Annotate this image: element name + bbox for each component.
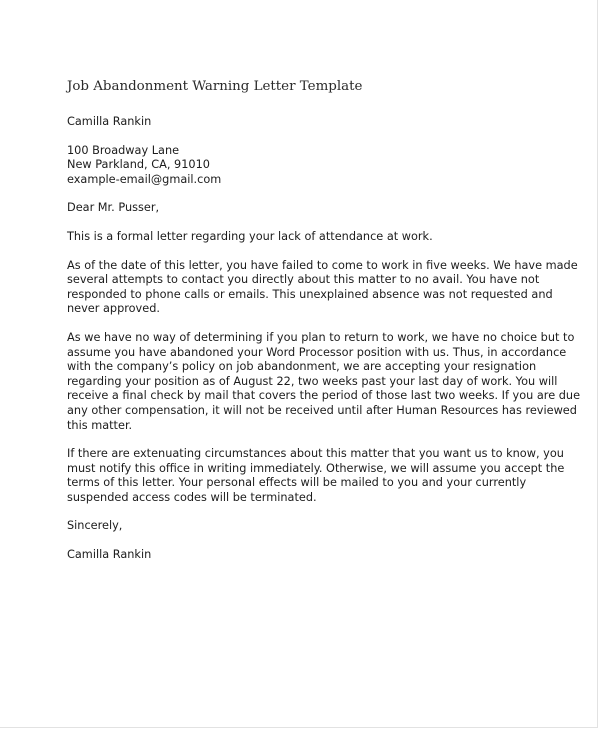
paragraph-absence: [67, 258, 578, 317]
paragraph-line: responded to phone calls or emails. This unexplained absence was not requested and: [67, 287, 553, 301]
paragraph-intro: [67, 230, 552, 245]
document-title: Job Abandonment Warning Letter Template: [67, 79, 363, 94]
paragraph-line: any other compensation, it will not be received until after Human Resources has reviewed: [67, 403, 577, 417]
signature-block: [67, 548, 552, 563]
paragraph-circumstances: [67, 447, 565, 505]
address-line-2: New Parkland, CA, 91010: [67, 158, 210, 172]
closing: Sincerely,: [67, 519, 123, 533]
paragraph-line: with the company’s policy on job abandonment, we are accepting your resignation: [67, 360, 537, 374]
paragraph-line: As of the date of this letter, you have failed to come to work in five weeks. We have made: [67, 258, 578, 272]
paragraph-line: suspended access codes will be terminated.: [67, 490, 317, 504]
sender-name-block: [67, 115, 552, 130]
paragraph-line: never approved.: [67, 302, 160, 316]
sender-email: example-email@gmail.com: [67, 172, 222, 186]
paragraph-line: this matter.: [67, 418, 133, 432]
salutation-block: [67, 201, 552, 216]
closing-block: [67, 519, 552, 534]
paragraph-line: This is a formal letter regarding your lack of attendance at work.: [67, 229, 433, 243]
paragraph-line: regarding your position as of August 22, two weeks past your last day of work. You will: [67, 374, 558, 388]
paragraph-line: assume you have abandoned your Word Processor position with us. Thus, in accordance: [67, 345, 567, 359]
letter-body: [67, 78, 581, 577]
paragraph-line: receive a final check by mail that covers the period of those last two weeks. If you are due: [67, 389, 581, 403]
sender-name: Camilla Rankin: [67, 115, 152, 128]
paragraph-line: terms of this letter. Your personal effects will be mailed to you and your currently: [67, 476, 527, 490]
address-line-1: 100 Broadway Lane: [67, 143, 180, 157]
paragraph-line: As we have no way of determining if you plan to return to work, we have no choice but to: [67, 330, 575, 344]
sender-address-block: [67, 144, 552, 188]
paragraph-line: several attempts to contact you directly about this matter to no avail. You have not: [67, 273, 540, 287]
paragraph-line: If there are extenuating circumstances about this matter that you want us to know, you: [67, 447, 564, 461]
paragraph-line: must notify this office in writing immediately. Otherwise, we will assume you accept the: [67, 461, 565, 475]
signature-name: Camilla Rankin: [67, 548, 152, 562]
paragraph-resignation: [67, 330, 581, 433]
salutation: Dear Mr. Pusser,: [67, 201, 160, 215]
